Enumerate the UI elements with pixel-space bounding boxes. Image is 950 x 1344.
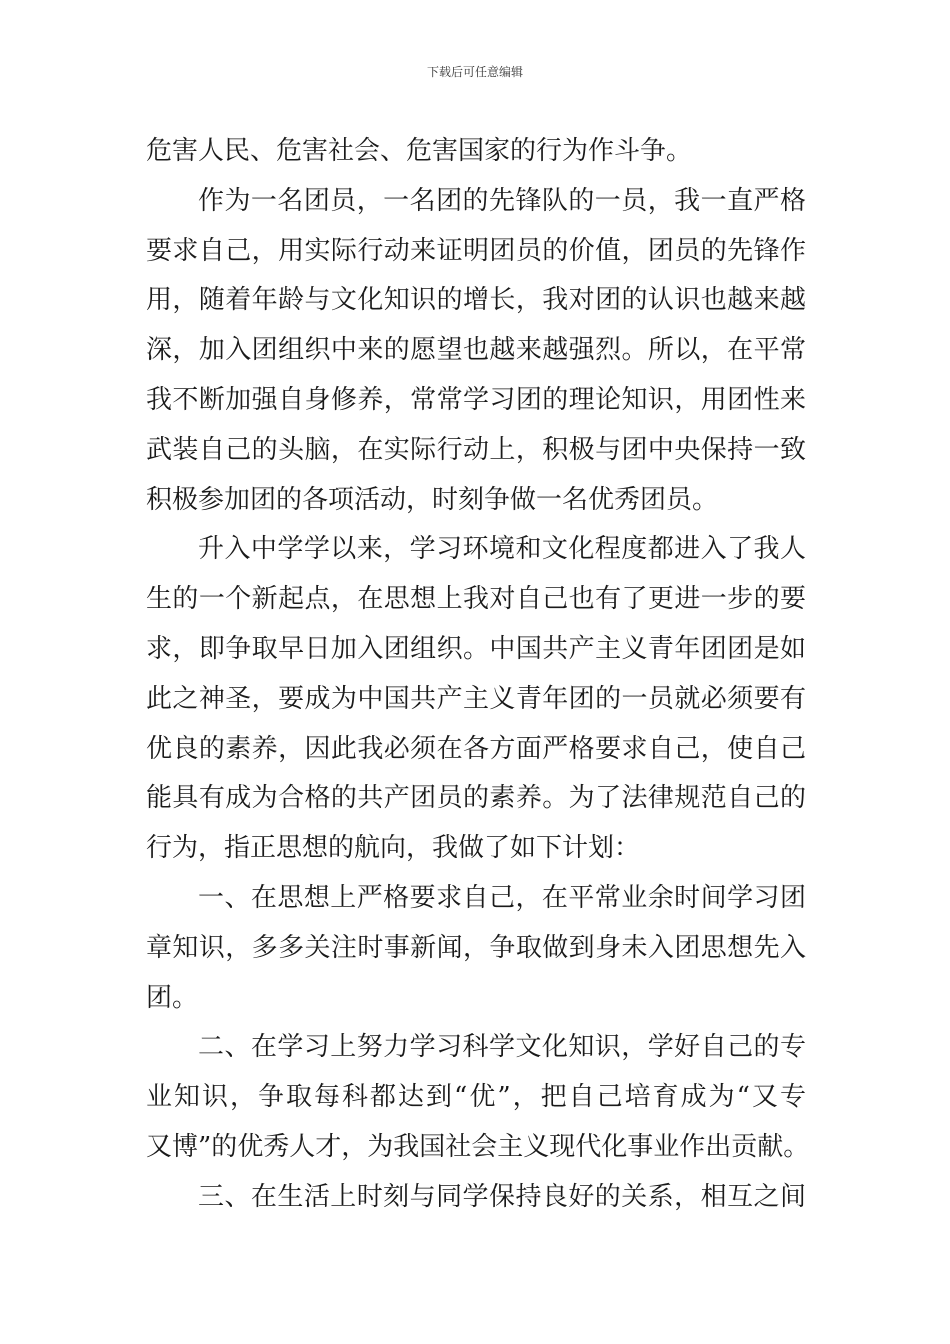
text-line: 行为，指正思想的航向，我做了如下计划： [146, 833, 641, 864]
text-line: 深，加入团组织中来的愿望也越来越强烈。所以，在平常 [146, 335, 806, 366]
text-line: 要求自己，用实际行动来证明团员的价值，团员的先锋作 [146, 235, 806, 266]
text-line: 武装自己的头脑，在实际行动上，积极与团中央保持一致 [146, 434, 806, 465]
text-line: 积极参加团的各项活动，时刻争做一名优秀团员。 [146, 484, 719, 515]
text-line: 章知识，多多关注时事新闻，争取做到身未入团思想先入 [146, 932, 806, 963]
text-line: 作为一名团员，一名团的先锋队的一员，我一直严格 [198, 185, 806, 216]
text-line: 生的一个新起点，在思想上我对自己也有了更进一步的要 [146, 584, 806, 615]
text-line: 二、在学习上努力学习科学文化知识，学好自己的专 [198, 1032, 806, 1063]
text-line: 能具有成为合格的共产团员的素养。为了法律规范自己的 [146, 783, 806, 814]
text-line: 此之神圣，要成为中国共产主义青年团的一员就必须要有 [146, 683, 806, 714]
text-line: 求，即争取早日加入团组织。中国共产主义青年团团是如 [146, 633, 806, 664]
text-line: 一、在思想上严格要求自己，在平常业余时间学习团 [198, 882, 806, 913]
text-line: 优良的素养，因此我必须在各方面严格要求自己，使自己 [146, 733, 806, 764]
text-line: 我不断加强自身修养，常常学习团的理论知识，用团性来 [146, 384, 806, 415]
document-body [146, 127, 810, 1223]
text-line: 团。 [146, 982, 199, 1013]
text-line: 用，随着年龄与文化知识的增长，我对团的认识也越来越 [146, 285, 806, 316]
text-line: 危害人民、危害社会、危害国家的行为作斗争。 [146, 136, 693, 166]
text-line: 又博”的优秀人才，为我国社会主义现代化事业作出贡献。 [146, 1131, 810, 1162]
text-line: 业知识，争取每科都达到“优”，把自己培育成为“又专 [146, 1082, 806, 1113]
page-header: 下载后可任意编辑 [426, 65, 523, 79]
text-line: 升入中学学以来，学习环境和文化程度都进入了我人 [198, 534, 806, 565]
text-line: 三、在生活上时刻与同学保持良好的关系，相互之间 [198, 1181, 806, 1212]
